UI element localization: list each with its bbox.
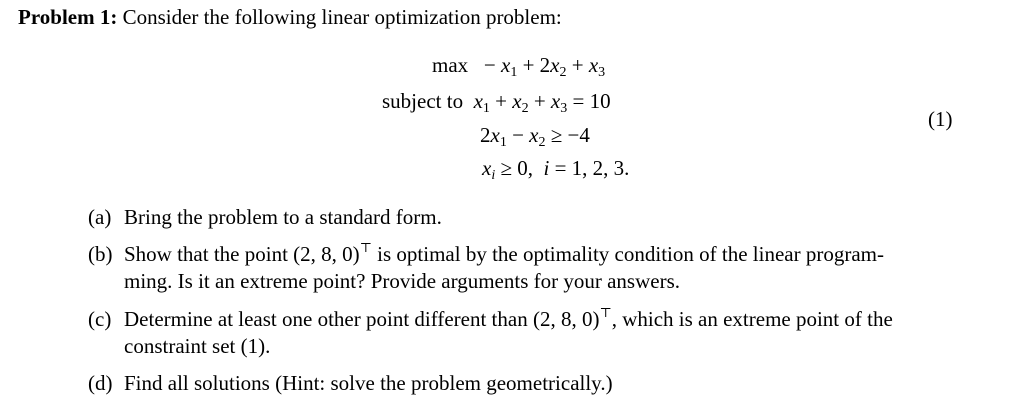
item-text: Bring the problem to a standard form. [124, 205, 442, 229]
item-marker: (c) [88, 307, 112, 331]
list-item-a [88, 204, 988, 231]
item-text: Find all solutions (Hint: solve the problem geometrically.) [124, 371, 613, 395]
objective-expression: − $x_1 + 2x_2 + x_3$ [473, 53, 606, 80]
item-text-line2: ming. Is it an extreme point? Provide arguments for your answers. [124, 269, 680, 293]
equation-number: (1) [928, 107, 953, 131]
list-item-d [88, 370, 988, 397]
constraint-inequality [480, 122, 590, 148]
item-text: Show that the point [124, 242, 294, 266]
item-text-line2: constraint set (1). [124, 334, 271, 358]
constraint-equality [382, 88, 611, 114]
item-text: is optimal by the optimality condition of the linear program- [371, 242, 884, 266]
transpose-symbol: ⊤ [599, 305, 612, 320]
item-text: Determine at least one other point different than [124, 307, 533, 331]
constraint-nonnegativity [482, 155, 629, 181]
item-marker: (a) [88, 205, 112, 229]
item-body [124, 306, 988, 360]
max-keyword: max [432, 53, 469, 77]
point-value: (2, 8, 0) [532, 307, 600, 331]
constraint-2-expression: $2x_1 - x_2 \ge -4$ [480, 123, 590, 150]
transpose-symbol: ⊤ [359, 240, 372, 255]
item-marker: (d) [88, 371, 113, 395]
item-text: , which is an extreme point of the [611, 307, 893, 331]
list-item-b [88, 241, 988, 295]
objective-line [432, 52, 605, 78]
item-body [124, 241, 988, 295]
point-value: (2, 8, 0) [293, 242, 360, 266]
list-item-c [88, 306, 988, 360]
problem-heading [18, 4, 562, 30]
item-marker: (b) [88, 242, 113, 266]
constraint-3-expression: $x_i \ge 0$, i = 1, 2, 3. [482, 156, 630, 183]
constraint-1-expression: $x_1 + x_2 + x_3 = 10$ [473, 89, 611, 116]
problem-label: Problem 1: [18, 5, 118, 29]
subject-to-keyword: subject to [382, 89, 464, 113]
problem-intro: Consider the following linear optimization problem: [122, 5, 562, 29]
